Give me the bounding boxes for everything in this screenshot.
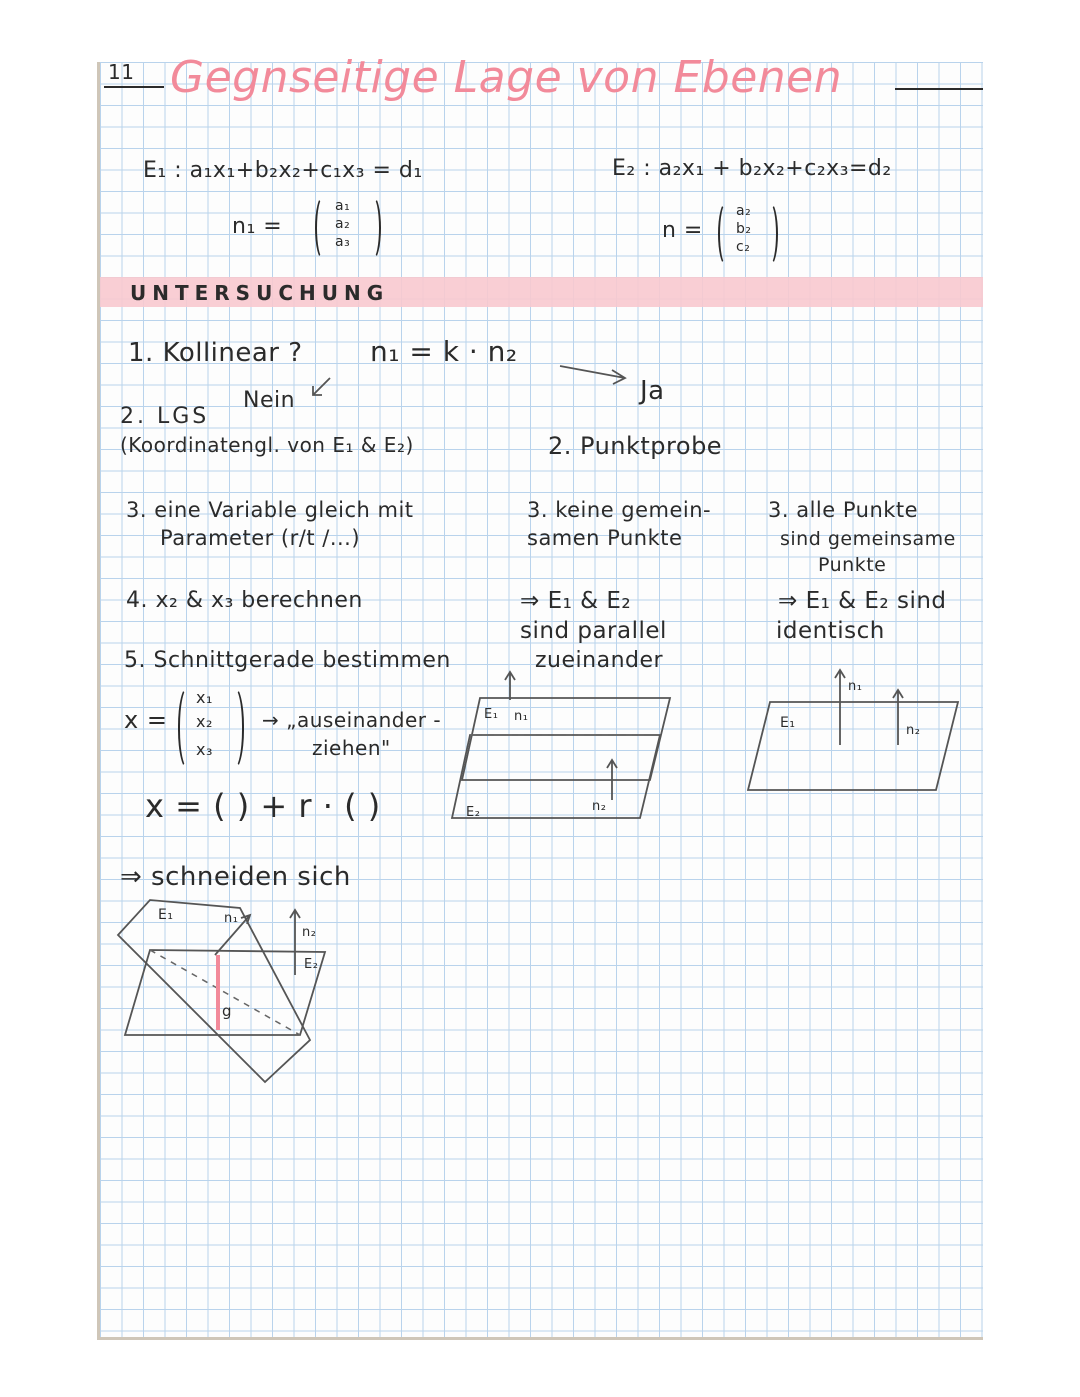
step-3-right-line-3: Punkte xyxy=(818,554,887,576)
sketch-right-e1: E₁ xyxy=(780,715,796,731)
sketch-left-g: g xyxy=(222,1002,233,1020)
arrow-to-nein xyxy=(313,378,330,395)
x-vector-label: x = xyxy=(124,706,168,734)
n1-component-1: a₁ xyxy=(335,198,351,214)
n2-component-2: b₂ xyxy=(736,221,752,237)
step-2-punktprobe: 2. Punktprobe xyxy=(548,432,723,460)
step-3-left-line-1: 3. eine Variable gleich mit xyxy=(126,498,414,522)
n1-component-3: a₃ xyxy=(335,234,351,250)
x-vector-component-2: x₂ xyxy=(196,712,213,731)
step-4-middle-line-2: sind parallel xyxy=(520,618,667,644)
step-4-middle-line-1: ⇒ E₁ & E₂ xyxy=(520,588,632,614)
arrow-to-ja xyxy=(560,366,625,384)
section-heading: UNTERSUCHUNG xyxy=(130,281,390,305)
sketch-left-n1: n₁ xyxy=(224,911,239,926)
step-1-formula: n₁ = k · n₂ xyxy=(370,335,518,368)
page-title: Gegnseitige Lage von Ebenen xyxy=(170,52,843,103)
auseinander-note-line-1: → „auseinander - xyxy=(262,708,442,732)
step-3-right-line-1: 3. alle Punkte xyxy=(768,498,919,522)
normal-vector-n1-label: n₁ = xyxy=(232,214,283,239)
sketch-right-n2: n₂ xyxy=(906,723,921,738)
step-4-middle-line-3: zueinander xyxy=(535,648,664,673)
sketch-left-e1: E₁ xyxy=(158,907,174,923)
step-5-schnittgerade: 5. Schnittgerade bestimmen xyxy=(124,648,451,673)
step-4-left: 4. x₂ & x₃ berechnen xyxy=(126,588,363,613)
step-3-left-line-2: Parameter (r/t /...) xyxy=(160,526,361,550)
auseinander-note-line-2: ziehen" xyxy=(312,736,391,760)
step-3-middle-line-1: 3. keine gemein- xyxy=(527,498,712,522)
n2-component-3: c₂ xyxy=(736,239,751,255)
normal-vector-n2-label: n = xyxy=(662,218,703,243)
sketch-middle-e2: E₂ xyxy=(466,805,481,820)
step-4-right-line-1: ⇒ E₁ & E₂ sind xyxy=(778,588,947,614)
sketch-middle-n1: n₁ xyxy=(514,709,529,724)
sketch-intersecting-planes xyxy=(118,900,325,1082)
step-4-right-line-2: identisch xyxy=(776,618,885,644)
step-3-middle-line-2: samen Punkte xyxy=(527,526,683,550)
page-number: 11 xyxy=(108,60,135,84)
step-2-lgs: 2. LGS xyxy=(120,404,210,429)
sketch-left-e2: E₂ xyxy=(304,957,319,972)
step-3-right-line-2: sind gemeinsame xyxy=(780,528,956,550)
step-1-kollinear: 1. Kollinear ? xyxy=(128,338,303,368)
schneiden-sich: ⇒ schneiden sich xyxy=(120,862,351,892)
x-vector-component-3: x₃ xyxy=(196,740,213,759)
sketch-right-n1: n₁ xyxy=(848,679,863,694)
n1-component-2: a₂ xyxy=(335,216,351,232)
n2-component-1: a₂ xyxy=(736,203,752,219)
x-vector-component-1: x₁ xyxy=(196,688,213,707)
answer-nein: Nein xyxy=(243,388,296,413)
sketch-left-n2: n₂ xyxy=(302,925,317,940)
sketch-middle-e1: E₁ xyxy=(484,707,499,722)
equation-e1: E₁ : a₁x₁+b₂x₂+c₁x₃ = d₁ xyxy=(143,158,423,183)
sketch-parallel-planes xyxy=(452,672,670,818)
step-2-lgs-note: (Koordinatengl. von E₁ & E₂) xyxy=(120,433,414,457)
answer-ja: Ja xyxy=(640,376,665,406)
x-parameter-form: x = ( ) + r · ( ) xyxy=(145,787,381,825)
equation-e2: E₂ : a₂x₁ + b₂x₂+c₂x₃=d₂ xyxy=(612,156,892,181)
sketch-middle-n2: n₂ xyxy=(592,799,607,814)
